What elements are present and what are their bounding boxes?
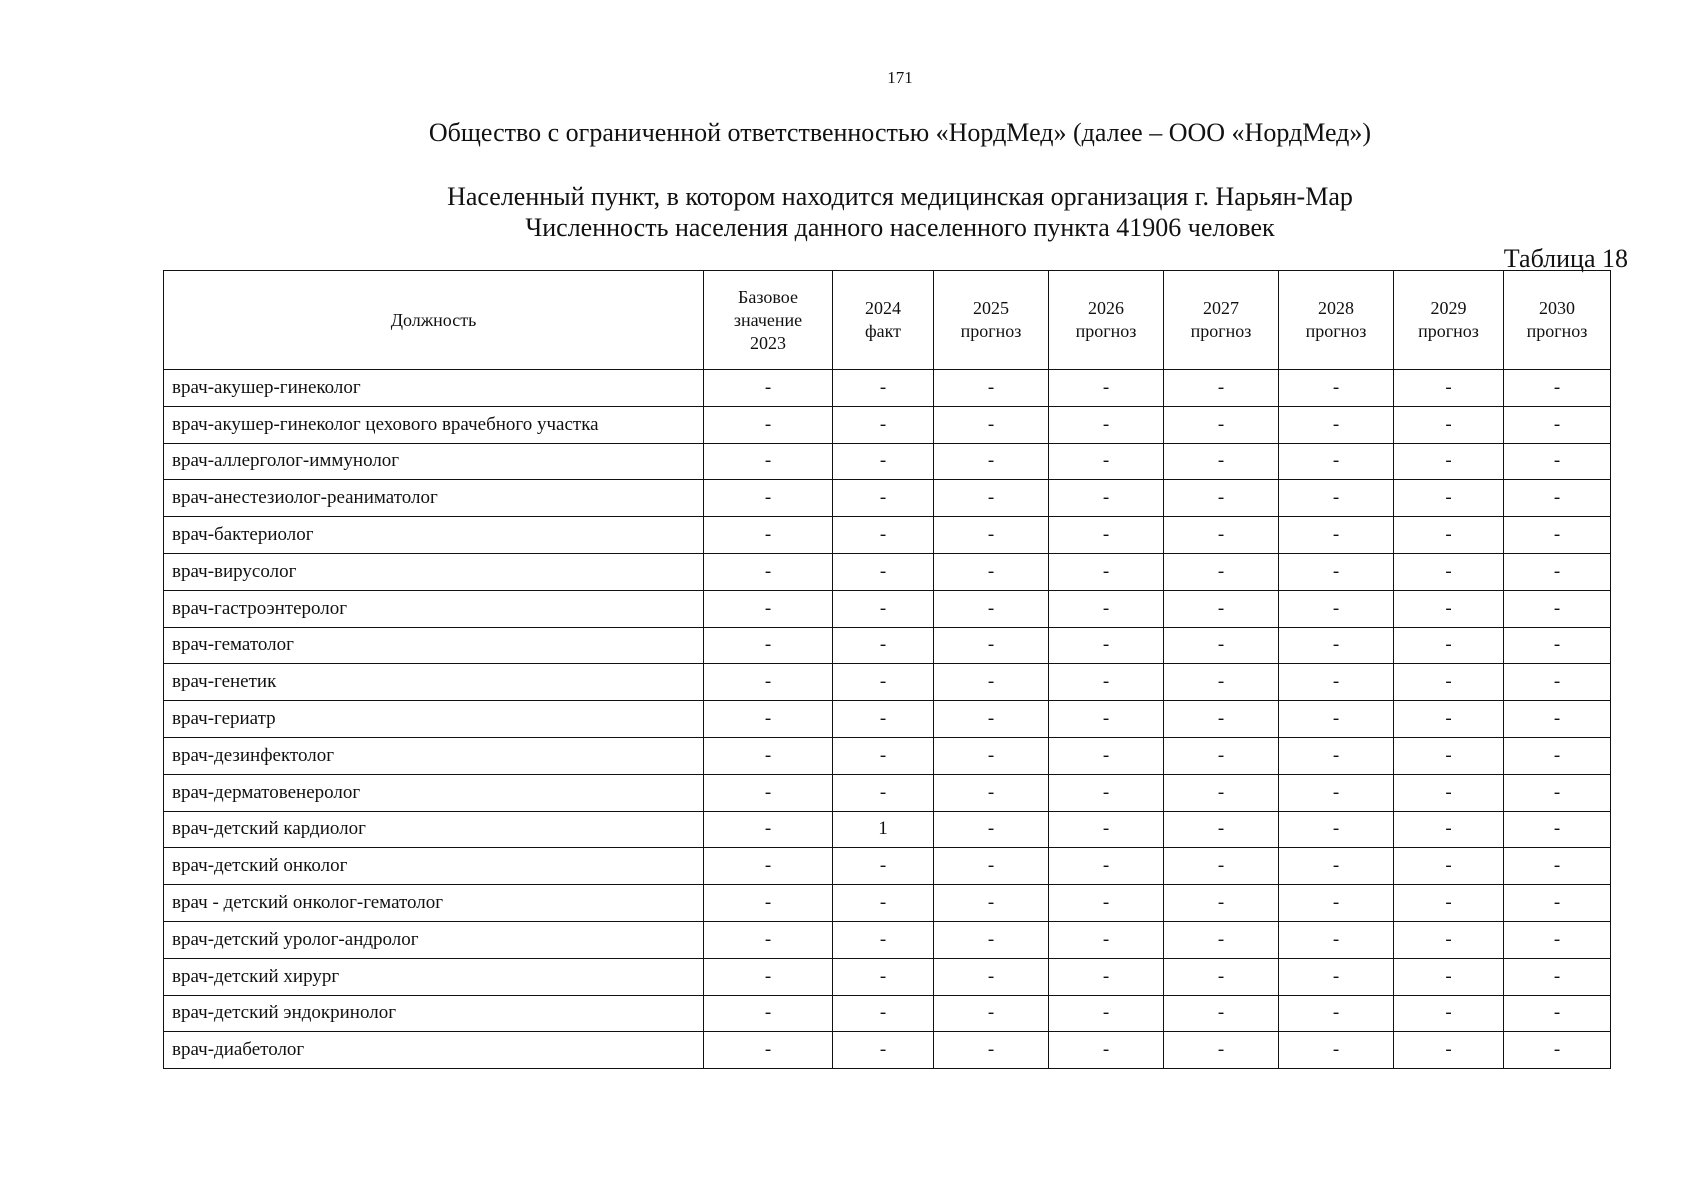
- column-header-line: 2027: [1203, 298, 1239, 318]
- value-cell: -: [1049, 958, 1164, 995]
- column-header-line: 2026: [1088, 298, 1124, 318]
- value-cell: -: [934, 701, 1049, 738]
- table-row: [164, 995, 1611, 1032]
- value-cell: -: [1504, 443, 1611, 480]
- column-header: [934, 271, 1049, 370]
- value-cell: -: [833, 701, 934, 738]
- value-cell: -: [1164, 958, 1279, 995]
- value-cell: -: [1164, 1032, 1279, 1069]
- column-header-line: значение: [733, 309, 803, 330]
- table-row: [164, 553, 1611, 590]
- value-cell: -: [934, 1032, 1049, 1069]
- value-cell: -: [833, 370, 934, 407]
- value-cell: -: [704, 885, 833, 922]
- table-row: [164, 921, 1611, 958]
- value-cell: -: [1394, 811, 1504, 848]
- value-cell: -: [704, 370, 833, 407]
- value-cell: -: [1504, 921, 1611, 958]
- value-cell: -: [1164, 443, 1279, 480]
- value-cell: -: [1279, 443, 1394, 480]
- value-cell: -: [1164, 664, 1279, 701]
- value-cell: -: [833, 774, 934, 811]
- value-cell: -: [1164, 701, 1279, 738]
- value-cell: -: [1049, 701, 1164, 738]
- table-row: [164, 811, 1611, 848]
- position-cell: врач-гастроэнтеролог: [164, 590, 704, 627]
- value-cell: -: [1049, 995, 1164, 1032]
- value-cell: -: [1049, 480, 1164, 517]
- population-line: Численность населения данного населенного пункта 41906 человек: [525, 213, 1275, 242]
- column-header: [833, 271, 934, 370]
- value-cell: -: [1279, 590, 1394, 627]
- staffing-table: [163, 270, 1611, 1069]
- column-header: [1394, 271, 1504, 370]
- value-cell: -: [1049, 627, 1164, 664]
- value-cell: -: [704, 774, 833, 811]
- table-row: [164, 701, 1611, 738]
- value-cell: -: [833, 443, 934, 480]
- value-cell: -: [934, 664, 1049, 701]
- value-cell: -: [1394, 517, 1504, 554]
- column-header: [704, 271, 833, 370]
- value-cell: -: [1049, 774, 1164, 811]
- position-cell: врач-акушер-гинеколог цехового врачебного участка: [164, 406, 704, 443]
- table-header-row: [164, 271, 1611, 370]
- position-cell: врач-детский онколог: [164, 848, 704, 885]
- value-cell: -: [704, 848, 833, 885]
- table-label: Таблица 18: [1503, 244, 1628, 273]
- value-cell: -: [1279, 774, 1394, 811]
- column-header-line: 2023: [750, 332, 786, 353]
- value-cell: -: [1049, 517, 1164, 554]
- value-cell: -: [1394, 885, 1504, 922]
- value-cell: -: [833, 921, 934, 958]
- value-cell: -: [1049, 848, 1164, 885]
- value-cell: -: [934, 517, 1049, 554]
- column-header: [164, 271, 704, 370]
- value-cell: -: [1394, 627, 1504, 664]
- value-cell: -: [704, 443, 833, 480]
- value-cell: -: [1164, 848, 1279, 885]
- value-cell: -: [1504, 811, 1611, 848]
- value-cell: -: [1394, 370, 1504, 407]
- value-cell: -: [934, 811, 1049, 848]
- value-cell: -: [1049, 590, 1164, 627]
- value-cell: -: [833, 664, 934, 701]
- position-cell: врач-диабетолог: [164, 1032, 704, 1069]
- value-cell: -: [1279, 627, 1394, 664]
- value-cell: -: [1394, 1032, 1504, 1069]
- value-cell: -: [934, 443, 1049, 480]
- value-cell: -: [1394, 848, 1504, 885]
- value-cell: -: [934, 737, 1049, 774]
- value-cell: -: [704, 406, 833, 443]
- value-cell: -: [1504, 995, 1611, 1032]
- table-row: [164, 664, 1611, 701]
- value-cell: -: [1504, 627, 1611, 664]
- value-cell: -: [934, 480, 1049, 517]
- value-cell: -: [1049, 921, 1164, 958]
- value-cell: -: [1504, 848, 1611, 885]
- table-row: [164, 737, 1611, 774]
- value-cell: -: [1164, 406, 1279, 443]
- value-cell: -: [934, 590, 1049, 627]
- value-cell: -: [833, 480, 934, 517]
- value-cell: -: [833, 627, 934, 664]
- table-row: [164, 517, 1611, 554]
- value-cell: -: [1504, 774, 1611, 811]
- value-cell: -: [1504, 1032, 1611, 1069]
- page-number: 171: [887, 68, 913, 87]
- value-cell: -: [1394, 774, 1504, 811]
- value-cell: -: [1049, 885, 1164, 922]
- column-header-line: Базовое: [738, 286, 798, 307]
- value-cell: -: [934, 406, 1049, 443]
- value-cell: -: [704, 590, 833, 627]
- value-cell: -: [934, 958, 1049, 995]
- column-header: [1504, 271, 1611, 370]
- value-cell: -: [1164, 480, 1279, 517]
- value-cell: -: [1049, 443, 1164, 480]
- organization-title: Общество с ограниченной ответственностью «НордМед» (далее – ООО «НордМед»): [428, 118, 1372, 147]
- value-cell: -: [1394, 590, 1504, 627]
- value-cell: -: [1394, 701, 1504, 738]
- value-cell: -: [1164, 811, 1279, 848]
- value-cell: -: [1279, 1032, 1394, 1069]
- value-cell: -: [704, 701, 833, 738]
- value-cell: -: [1164, 921, 1279, 958]
- table-row: [164, 774, 1611, 811]
- column-header-line: факт: [864, 321, 902, 341]
- value-cell: -: [704, 553, 833, 590]
- value-cell: -: [833, 885, 934, 922]
- value-cell: -: [1164, 885, 1279, 922]
- position-cell: врач-аллерголог-иммунолог: [164, 443, 704, 480]
- column-header: [1049, 271, 1164, 370]
- value-cell: -: [934, 774, 1049, 811]
- value-cell: -: [704, 1032, 833, 1069]
- value-cell: -: [1504, 885, 1611, 922]
- value-cell: -: [833, 590, 934, 627]
- position-cell: врач-вирусолог: [164, 553, 704, 590]
- value-cell: -: [1279, 701, 1394, 738]
- value-cell: -: [704, 921, 833, 958]
- value-cell: -: [1164, 553, 1279, 590]
- position-cell: врач-гематолог: [164, 627, 704, 664]
- position-cell: врач-дезинфектолог: [164, 737, 704, 774]
- value-cell: -: [833, 553, 934, 590]
- value-cell: -: [704, 958, 833, 995]
- value-cell: -: [1279, 370, 1394, 407]
- value-cell: -: [1049, 406, 1164, 443]
- position-cell: врач - детский онколог-гематолог: [164, 885, 704, 922]
- value-cell: -: [1394, 737, 1504, 774]
- value-cell: -: [1504, 737, 1611, 774]
- value-cell: -: [1164, 737, 1279, 774]
- position-cell: врач-гериатр: [164, 701, 704, 738]
- value-cell: -: [1279, 517, 1394, 554]
- column-header-line: Должность: [390, 309, 477, 330]
- table-row: [164, 958, 1611, 995]
- column-header-line: 2024: [865, 298, 901, 318]
- settlement-line: Населенный пункт, в котором находится медицинская организация г. Нарьян-Мар: [447, 182, 1353, 211]
- column-header-line: 2025: [973, 298, 1009, 318]
- column-header-line: прогноз: [1190, 321, 1252, 341]
- value-cell: -: [1049, 737, 1164, 774]
- value-cell: -: [704, 737, 833, 774]
- value-cell: -: [1279, 958, 1394, 995]
- value-cell: 1: [833, 811, 934, 848]
- value-cell: -: [1279, 995, 1394, 1032]
- value-cell: -: [833, 737, 934, 774]
- value-cell: -: [1049, 811, 1164, 848]
- value-cell: -: [1164, 774, 1279, 811]
- value-cell: -: [934, 885, 1049, 922]
- table-row: [164, 1032, 1611, 1069]
- table-row: [164, 590, 1611, 627]
- value-cell: -: [1394, 480, 1504, 517]
- value-cell: -: [1164, 627, 1279, 664]
- value-cell: -: [1164, 995, 1279, 1032]
- value-cell: -: [1504, 370, 1611, 407]
- value-cell: -: [1049, 370, 1164, 407]
- value-cell: -: [1394, 664, 1504, 701]
- value-cell: -: [1504, 517, 1611, 554]
- value-cell: -: [1279, 848, 1394, 885]
- value-cell: -: [1049, 553, 1164, 590]
- value-cell: -: [833, 995, 934, 1032]
- value-cell: -: [1164, 370, 1279, 407]
- value-cell: -: [1279, 664, 1394, 701]
- value-cell: -: [934, 921, 1049, 958]
- value-cell: -: [1504, 701, 1611, 738]
- value-cell: -: [934, 627, 1049, 664]
- table-body: [164, 370, 1611, 1069]
- value-cell: -: [1279, 811, 1394, 848]
- table-row: [164, 406, 1611, 443]
- position-cell: врач-генетик: [164, 664, 704, 701]
- value-cell: -: [1394, 995, 1504, 1032]
- table-row: [164, 885, 1611, 922]
- position-cell: врач-дерматовенеролог: [164, 774, 704, 811]
- value-cell: -: [1394, 406, 1504, 443]
- value-cell: -: [934, 370, 1049, 407]
- table-row: [164, 627, 1611, 664]
- value-cell: -: [704, 664, 833, 701]
- table-row: [164, 848, 1611, 885]
- position-cell: врач-анестезиолог-реаниматолог: [164, 480, 704, 517]
- value-cell: -: [1394, 958, 1504, 995]
- value-cell: -: [1164, 590, 1279, 627]
- column-header: [1164, 271, 1279, 370]
- value-cell: -: [1394, 921, 1504, 958]
- column-header-line: прогноз: [1075, 321, 1137, 341]
- column-header-line: 2029: [1430, 298, 1467, 318]
- value-cell: -: [1279, 553, 1394, 590]
- value-cell: -: [833, 1032, 934, 1069]
- position-cell: врач-детский хирург: [164, 958, 704, 995]
- column-header-line: прогноз: [1305, 321, 1367, 341]
- value-cell: -: [1504, 406, 1611, 443]
- value-cell: -: [1504, 958, 1611, 995]
- column-header-line: прогноз: [960, 321, 1022, 341]
- value-cell: -: [704, 811, 833, 848]
- value-cell: -: [1394, 443, 1504, 480]
- value-cell: -: [1049, 1032, 1164, 1069]
- value-cell: -: [1504, 480, 1611, 517]
- column-header-line: прогноз: [1526, 321, 1588, 341]
- column-header-line: прогноз: [1418, 321, 1479, 341]
- table-row: [164, 443, 1611, 480]
- column-header: [1279, 271, 1394, 370]
- value-cell: -: [704, 627, 833, 664]
- value-cell: -: [1279, 921, 1394, 958]
- value-cell: -: [704, 995, 833, 1032]
- value-cell: -: [1279, 737, 1394, 774]
- table-row: [164, 370, 1611, 407]
- value-cell: -: [1279, 885, 1394, 922]
- value-cell: -: [1504, 664, 1611, 701]
- position-cell: врач-детский кардиолог: [164, 811, 704, 848]
- position-cell: врач-детский эндокринолог: [164, 995, 704, 1032]
- value-cell: -: [833, 517, 934, 554]
- value-cell: -: [934, 848, 1049, 885]
- column-header-line: 2030: [1539, 298, 1575, 318]
- value-cell: -: [1164, 517, 1279, 554]
- position-cell: врач-детский уролог-андролог: [164, 921, 704, 958]
- value-cell: -: [704, 480, 833, 517]
- value-cell: -: [1279, 480, 1394, 517]
- value-cell: -: [934, 995, 1049, 1032]
- value-cell: -: [833, 958, 934, 995]
- position-cell: врач-акушер-гинеколог: [164, 370, 704, 407]
- position-cell: врач-бактериолог: [164, 517, 704, 554]
- value-cell: -: [934, 553, 1049, 590]
- column-header-line: 2028: [1318, 298, 1354, 318]
- value-cell: -: [1504, 590, 1611, 627]
- table-row: [164, 480, 1611, 517]
- value-cell: -: [833, 848, 934, 885]
- value-cell: -: [1394, 553, 1504, 590]
- value-cell: -: [1049, 664, 1164, 701]
- value-cell: -: [704, 517, 833, 554]
- value-cell: -: [1504, 553, 1611, 590]
- value-cell: -: [833, 406, 934, 443]
- value-cell: -: [1279, 406, 1394, 443]
